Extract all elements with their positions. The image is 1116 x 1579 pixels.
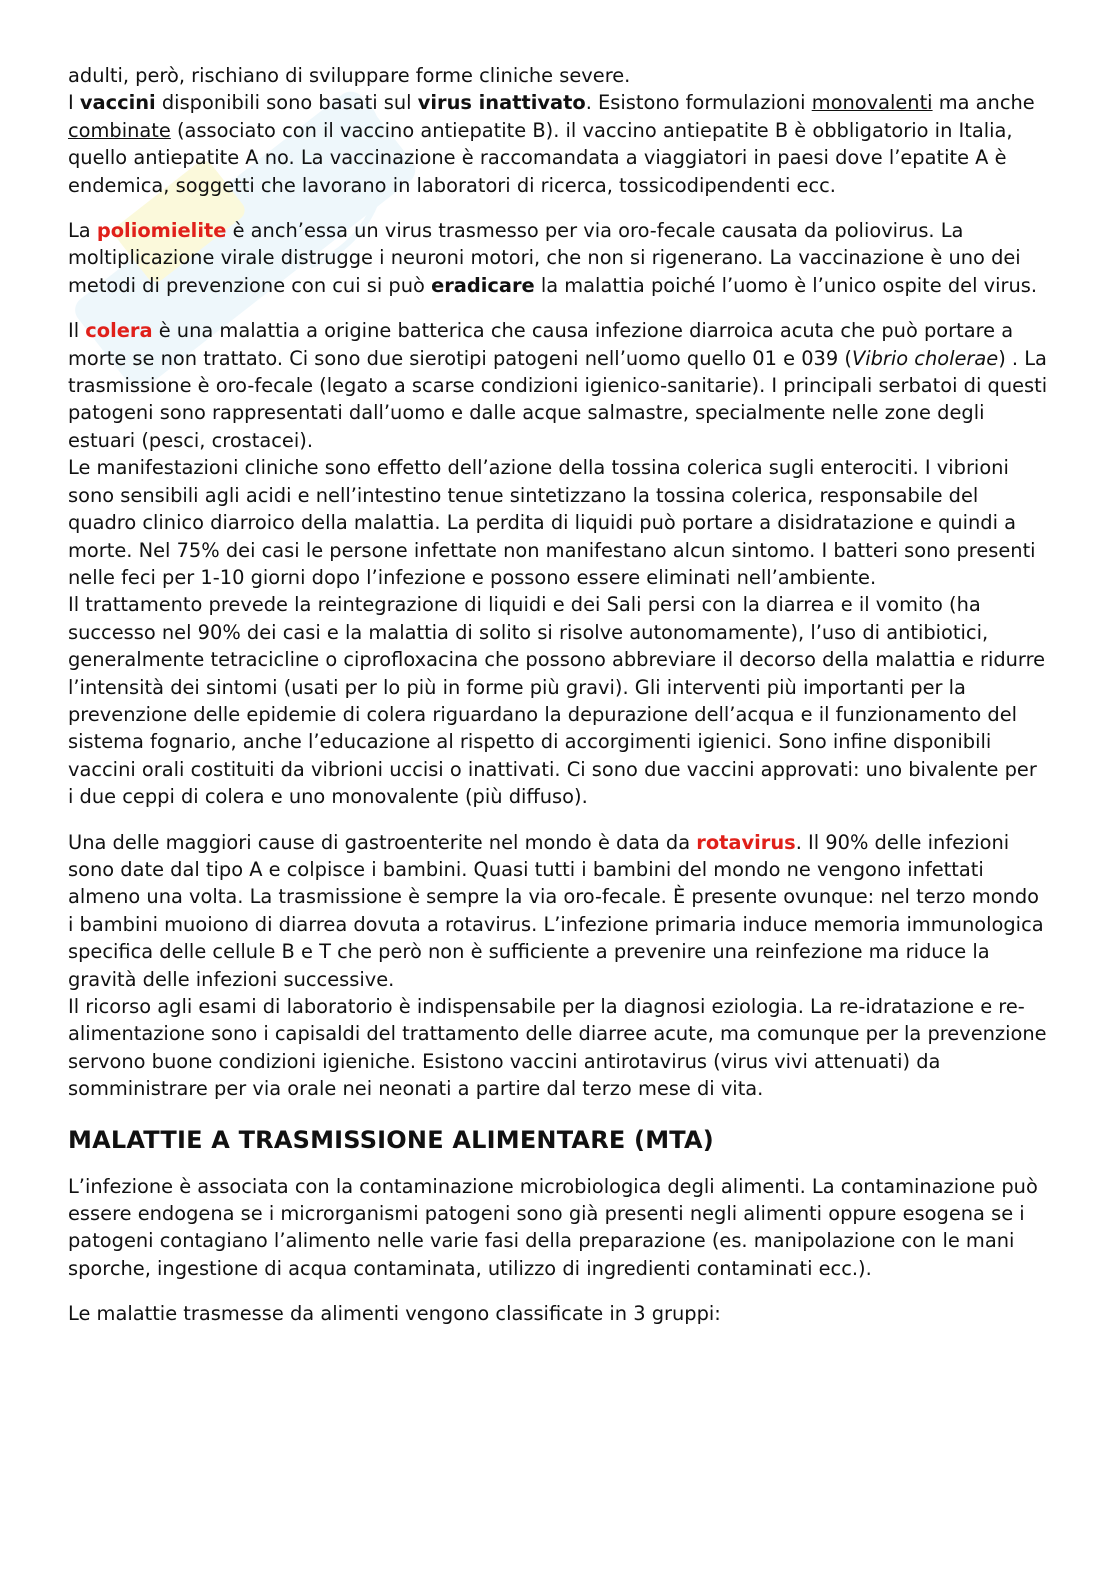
- document-page: [68, 62, 1048, 1328]
- bold-eradicare: eradicare: [431, 273, 535, 297]
- paragraph-colera-2: Le manifestazioni cliniche sono effetto dell’azione della tossina colerica sugli enterociti. I vibrioni sono sensibili agli acidi e nell’intestino tenue sintetizzano la tossina colerica, responsabile del quadro clinico diarroico della malattia. La perdita di liquidi può portare a disidratazione e quindi a morte. Nel 75% dei casi le persone infettate non manifestano alcun sintomo. I batteri sono presenti nelle feci per 1-10 giorni dopo l’infezione e possono essere eliminati nell’ambiente.: [68, 456, 1036, 589]
- paragraph-rotavirus-2: Il ricorso agli esami di laboratorio è indispensabile per la diagnosi eziologia. La re-idratazione e re-alimentazione sono i capisaldi del trattamento delle diarree acute, ma comunque per la prevenzione servono buone condizioni igieniche. Esistono vaccini antirotavirus (virus vivi attenuati) da somministrare per via orale nei neonati a partire dal terzo mese di vita.: [68, 995, 1047, 1101]
- underline-combinate: combinate: [68, 118, 171, 142]
- paragraph-intro-1: adulti, però, rischiano di sviluppare forme cliniche severe.: [68, 64, 631, 87]
- italic-vibrio-cholerae: Vibrio cholerae: [851, 346, 999, 370]
- bold-vaccini: vaccini: [79, 91, 156, 115]
- paragraph-colera-1: Il colera è una malattia a origine batterica che causa infezione diarroica acuta che può portare a morte se non trattato. Ci sono due sierotipi patogeni nell’uomo quello 01 e 039 (Vibrio cholerae) . La trasmissione è oro-fecale (legato a scarse condizioni igienico-sanitarie). I principali serbatoi di questi patogeni sono rappresentati dall’uomo e dalle acque salmastre, specialmente nelle zone degli estuari (pesci, crostacei).: [68, 319, 1048, 452]
- term-poliomielite: poliomielite: [96, 219, 227, 243]
- term-colera: colera: [85, 319, 153, 343]
- paragraph-mta-1: L’infezione è associata con la contaminazione microbiologica degli alimenti. La contaminazione può essere endogena se i microrganismi patogeni sono già presenti negli alimenti oppure esogena se i patogeni contagiano l’alimento nelle varie fasi della preparazione (es. manipolazione con le mani sporche, ingestione di acqua contaminata, utilizzo di ingredienti contaminati ecc.).: [68, 1174, 1038, 1280]
- paragraph-poliomielite: La poliomielite è anch’essa un virus trasmesso per via oro-fecale causata da poliovirus. La moltiplicazione virale distrugge i neuroni motori, che non si rigenerano. La vaccinazione è uno dei metodi di prevenzione con cui si può eradicare la malattia poiché l’uomo è l’unico ospite del virus.: [68, 219, 1038, 297]
- term-rotavirus: rotavirus: [696, 830, 796, 854]
- paragraph-mta-2: Le malattie trasmesse da alimenti vengono classificate in 3 gruppi:: [68, 1302, 721, 1326]
- section-heading-mta: MALATTIE A TRASMISSIONE ALIMENTARE (MTA): [68, 1125, 714, 1154]
- bold-virus-inattivato: virus inattivato: [417, 91, 586, 115]
- paragraph-colera-3: Il trattamento prevede la reintegrazione di liquidi e dei Sali persi con la diarrea e il vomito (ha successo nel 90% dei casi e la malattia di solito si risolve autonomamente), l’uso di antibiotici, generalmente tetracicline o ciprofloxacina che possono abbreviare il decorso della malattia e ridurre l’intensità dei sintomi (usati per lo più in forme più gravi). Gli interventi più importanti per la prevenzione delle epidemie di colera riguardano la depurazione dell’acqua e il funzionamento del sistema fognario, anche l’educazione al rispetto di accorgimenti igienici. Sono infine disponibili vaccini orali costituiti da vibrioni uccisi o inattivati. Ci sono due vaccini approvati: uno bivalente per i due ceppi di colera e uno monovalente (più diffuso).: [68, 593, 1046, 809]
- paragraph-intro-2: I vaccini disponibili sono basati sul virus inattivato. Esistono formulazioni monovalenti ma anche combinate (associato con il vaccino antiepatite B). il vaccino antiepatite B è obbligatorio in Italia, quello antiepatite A no. La vaccinazione è raccomandata a viaggiatori in paesi dove l’epatite A è endemica, soggetti che lavorano in laboratori di ricerca, tossicodipendenti ecc.: [68, 91, 1035, 197]
- underline-monovalenti: monovalenti: [811, 91, 933, 115]
- paragraph-rotavirus-1: Una delle maggiori cause di gastroenterite nel mondo è data da rotavirus. Il 90% delle infezioni sono date dal tipo A e colpisce i bambini. Quasi tutti i bambini del mondo ne vengono infettati almeno una volta. La trasmissione è sempre la via oro-fecale. È presente ovunque: nel terzo mondo i bambini muoiono di diarrea dovuta a rotavirus. L’infezione primaria induce memoria immunologica specifica delle cellule B e T che però non è sufficiente a prevenire una reinfezione ma riduce la gravità delle infezioni successive.: [68, 830, 1044, 991]
